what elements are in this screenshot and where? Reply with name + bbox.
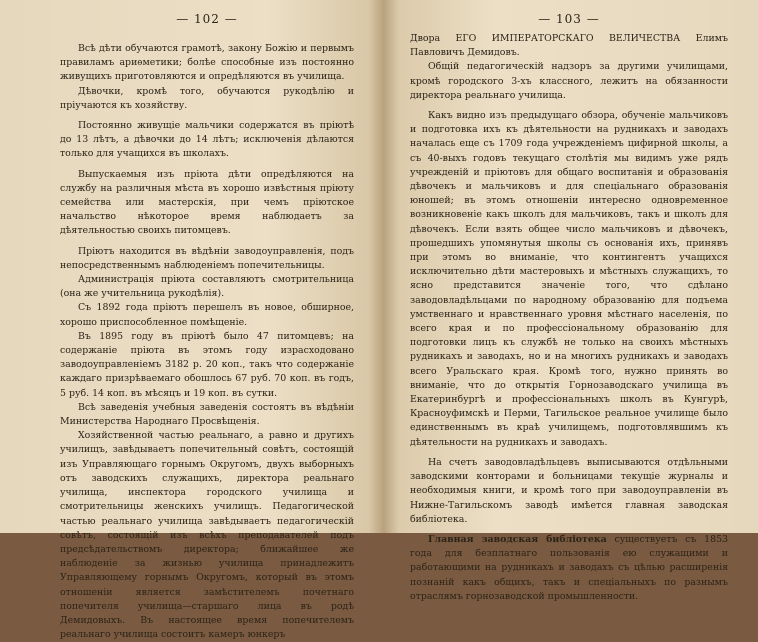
right-page bbox=[384, 0, 758, 602]
paragraph: Администрація пріюта составляютъ смотрительница (она же учительница рукодѣлія). bbox=[60, 274, 354, 300]
page-number-right: — 103 — bbox=[538, 12, 600, 26]
paragraph: Общій педагогическій надзоръ за другими училищами, кромѣ городского 3-хъ классного, лежитъ на обязанности директора реальнаго училища. bbox=[410, 61, 728, 101]
paragraph: Пріютъ находится въ вѣдѣніи заводоуправленія, подъ непосредственнымъ наблюденіемъ попечительницы. bbox=[60, 245, 354, 271]
paragraph: Въ 1895 году въ пріютѣ было 47 питомцевъ; на содержаніе пріюта въ этомъ году израсходовано заводоуправленіемъ 3182 р. 20 коп., такъ что содержаніе каждаго призрѣваемаго обошлось 67 руб. 70 коп. въ годъ, 5 руб. 14 коп. въ мѣсяцъ и 19 коп. въ сутки. bbox=[60, 330, 354, 399]
library-heading: Главная заводская библіотека bbox=[428, 533, 607, 545]
paragraph-library bbox=[410, 533, 728, 604]
paragraph: На счетъ заводовладѣльцевъ выписываются отдѣльными заводскими конторами и больницами текущіе журналы и необходимыя книги, и кромѣ того при заводоуправленіи въ Нижне-Тагильскомъ заводѣ имѣется главная заводская библіотека. bbox=[410, 456, 728, 525]
paragraph: Постоянно живущіе мальчики содержатся въ пріютѣ до 13 лѣтъ, а дѣвочки до 14 лѣтъ; исключенія дѣлаются только для учащихся въ школахъ. bbox=[60, 120, 354, 160]
paragraph: Всѣ дѣти обучаются грамотѣ, закону Божію и первымъ правиламъ ариѳметики; болѣе способные изъ постоянно живущихъ приготовляются и опредѣляются въ училища. bbox=[60, 43, 354, 83]
paragraph: Съ 1892 года пріютъ перешелъ въ новое, обширное, хорошо приспособленное помѣщеніе. bbox=[60, 302, 354, 328]
paragraph: Выпускаемыя изъ пріюта дѣти опредѣляются на службу на различныя мѣста въ хорошо извѣстныя пріюту семейства или мастерскія, при чемъ пріютское начальство нѣкоторое время наблюдаетъ за дѣятельностью своихъ питомцевъ. bbox=[60, 168, 354, 237]
page-number-left: — 102 — bbox=[176, 12, 238, 26]
paragraph: Хозяйственной частью реальнаго, а равно и другихъ училищъ, завѣдываетъ попечительный совѣтъ, состоящій изъ Управляющаго горнымъ Округомъ, двухъ выборныхъ отъ заводскихъ служащихъ, директора реальнаго училища, инспектора городского училища и смотрительницы женскихъ училищъ. Педагогической частью реальнаго училища завѣдываетъ педагогическій совѣтъ, состоящій изъ всѣхъ преподавателей подъ предсѣдательствомъ директора; ближайшее же наблюденіе за жизнью училища принадлежитъ Управляющему горнымъ Округомъ, который въ этомъ отношеніи является замѣстителемъ почетнаго попечителя училища—старшаго лица въ родѣ Демидовыхъ. Въ настоящее время попечителемъ реальнаго училища состоитъ камеръ юнкеръ bbox=[60, 430, 354, 641]
library-text: существуетъ съ 1853 года для безплатнаго пользованія ею служащими и работающими на рудникахъ и заводахъ съ цѣлью расширенія познаній какъ общихъ, такъ и спеціальныхъ по разнымъ отраслямъ горнозаводской промышленности. bbox=[410, 533, 728, 602]
paragraph: Двора ЕГО ИМПЕРАТОРСКАГО ВЕЛИЧЕСТВА Елимъ Павловичъ Демидовъ. bbox=[410, 33, 728, 59]
paragraph: Дѣвочки, кромѣ того, обучаются рукодѣлію и пріучаются къ хозяйству. bbox=[60, 85, 354, 111]
paragraph: Какъ видно изъ предыдущаго обзора, обученіе мальчиковъ и подготовка ихъ къ дѣятельности на рудникахъ и заводахъ началась еще съ 1709 года учрежденіемъ цифирной школы, а съ 40-выхъ годовъ текущаго столѣтія мы видимъ уже рядъ учрежденій и пріютовъ для общаго воспитанія и образованія дѣвочекъ и мальчиковъ и для спеціальнаго образованія юношей; въ этомъ отношеніи интересно одновременное возникновеніе какъ школъ для мальчиковъ, такъ и школъ для дѣвочекъ. Если взять общее число мальчиковъ и дѣвочекъ, прошедшихъ упомянутыя школы съ основанія ихъ, принявъ при этомъ во вниманіе, что контингентъ учащихся исключительно дѣти мастеровыхъ и мѣстныхъ служащихъ, то ясно представится значеніе того, что сдѣлано заводовладѣльцами по народному образованію для подъема умственнаго и нравственнаго уровня мѣстнаго населенія, по всего края и по профессіональному образованію для подготовки лицъ къ службѣ не только на своихъ мѣстныхъ рудникахъ и заводахъ, но и на многихъ рудникахъ и заводахъ всего Уральскаго края. Кромѣ того, нужно принять во вниманіе, что до открытія Горнозаводскаго училища въ Екатеринбургѣ и профессіональныхъ школъ въ Кунгурѣ, Красноуфимскѣ и Перми, Тагильское реальное училище было единственнымъ въ краѣ училищемъ, подготовлявшимъ къ дѣятельности на рудникахъ и заводахъ. bbox=[410, 110, 728, 448]
paragraph: Всѣ заведенія учебныя заведенія состоятъ въ вѣдѣніи Министерства Народнаго Просвѣщенія. bbox=[60, 401, 354, 428]
